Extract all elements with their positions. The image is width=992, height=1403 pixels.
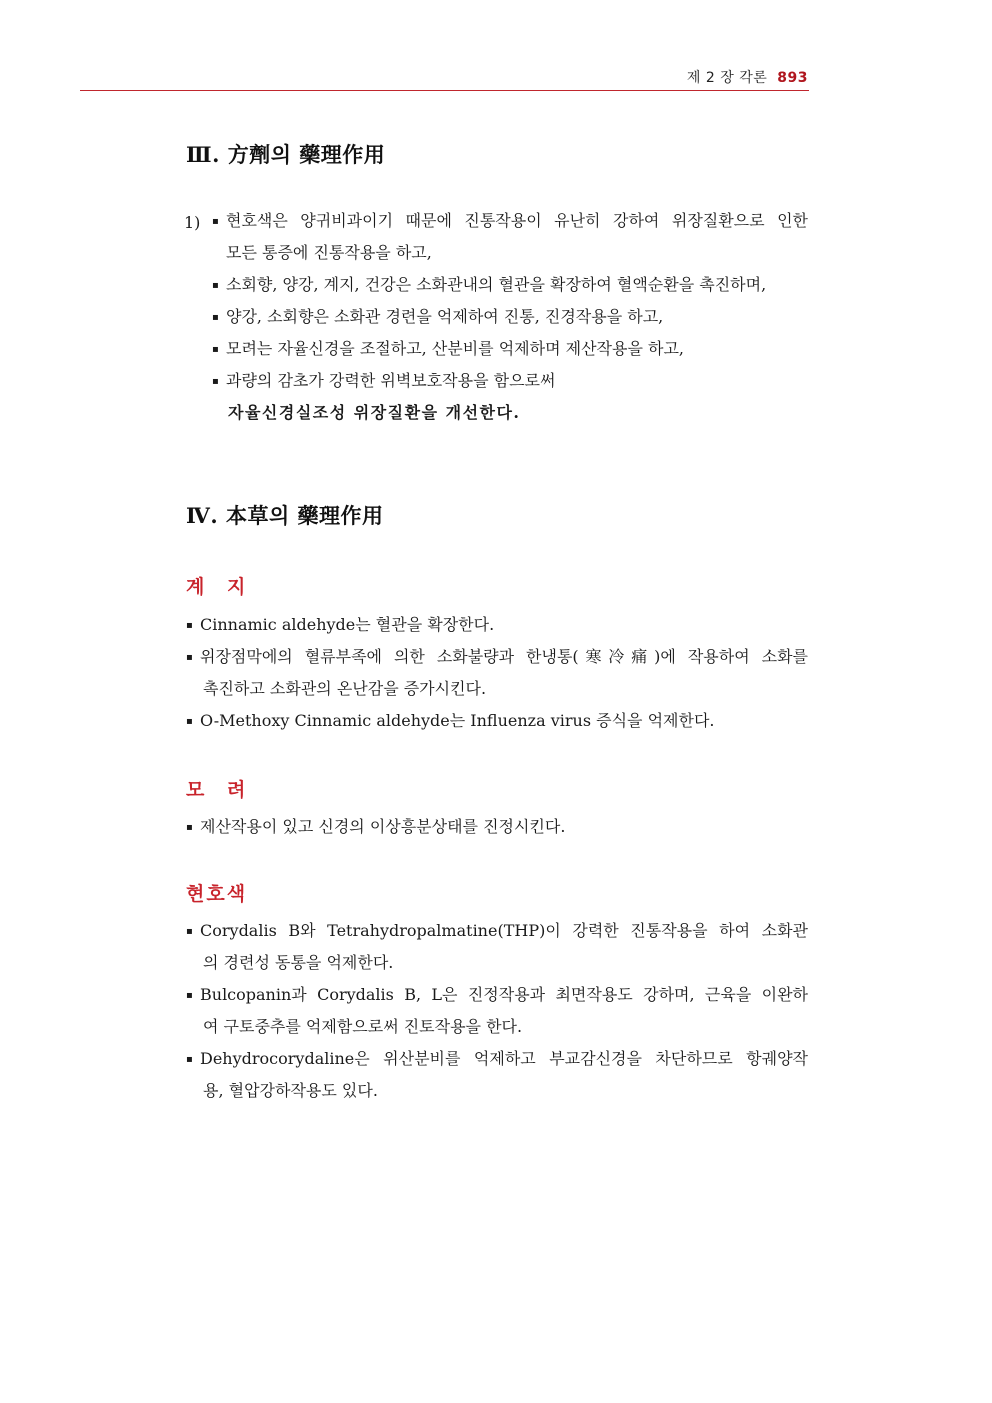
section-4-title: Ⅳ. 本草의 藥理作用 <box>186 503 384 528</box>
gyeji-line-4: ▪ O-Methoxy Cinnamic aldehyde는 Influenza virus 증식을 억제한다. <box>186 710 714 733</box>
s3-line-7: 자율신경실조성 위장질환을 개선한다. <box>228 403 521 422</box>
bullet-icon: ▪ <box>186 925 193 937</box>
bullet-icon: ▪ <box>186 989 193 1001</box>
bullet-icon: ▪ <box>186 715 193 727</box>
running-header <box>687 67 808 87</box>
bullet-icon: ▪ <box>186 1053 193 1065</box>
moryeo-line-1: ▪ 제산작용이 있고 신경의 이상흥분상태를 진정시킨다. <box>186 816 565 839</box>
gyeji-line-3: 촉진하고 소화관의 온난감을 증가시킨다. <box>203 679 487 698</box>
header-rule <box>80 90 809 91</box>
hyeonhosaek-line-3: ▪ Bulcopanin과 Corydalis B, L은 진정작용과 최면작용도 강하며, 근육을 이완하 <box>186 984 808 1007</box>
gyeji-line-2: ▪ 위장점막에의 혈류부족에 의한 소화불량과 한냉통(寒冷痛)에 작용하여 소화를 <box>186 646 808 669</box>
bullet-icon: ▪ <box>186 651 193 663</box>
hyeonhosaek-line-4: 여 구토중추를 억제함으로써 진토작용을 한다. <box>203 1017 523 1036</box>
bullet-icon: ▪ <box>212 215 219 227</box>
page-number: 893 <box>777 70 808 86</box>
hyeonhosaek-line-1: ▪ Corydalis B와 Tetrahydropalmatine(THP)이 강력한 진통작용을 하여 소화관 <box>186 920 808 943</box>
s3-line-1: ▪ 현호색은 양귀비과이기 때문에 진통작용이 유난히 강하여 위장질환으로 인한 <box>212 210 808 233</box>
bullet-icon: ▪ <box>212 343 219 355</box>
gyeji-line-1: ▪ Cinnamic aldehyde는 혈관을 확장한다. <box>186 614 494 637</box>
herb-title-moryeo: 모 려 <box>186 779 254 801</box>
chapter-label: 제 2 장 각론 <box>686 70 768 86</box>
hyeonhosaek-line-2: 의 경련성 동통을 억제한다. <box>203 953 394 972</box>
section-3-title: Ⅲ. 方劑의 藥理作用 <box>186 142 386 167</box>
bullet-icon: ▪ <box>212 375 219 387</box>
herb-title-hyeonhosaek: 현호색 <box>186 883 248 905</box>
s3-line-5: ▪ 모려는 자율신경을 조절하고, 산분비를 억제하며 제산작용을 하고, <box>212 338 684 361</box>
bullet-icon: ▪ <box>186 619 193 631</box>
s3-line-4: ▪ 양강, 소회향은 소화관 경련을 억제하여 진통, 진경작용을 하고, <box>212 306 663 329</box>
hyeonhosaek-line-5: ▪ Dehydrocorydaline은 위산분비를 억제하고 부교감신경을 차단하므로 항궤양작 <box>186 1048 808 1071</box>
item-label: 1) <box>184 213 201 232</box>
s3-line-2: 모든 통증에 진통작용을 하고, <box>226 243 432 262</box>
bullet-icon: ▪ <box>212 311 219 323</box>
s3-line-6: ▪ 과량의 감초가 강력한 위벽보호작용을 함으로써 <box>212 370 555 393</box>
bullet-icon: ▪ <box>186 821 193 833</box>
hyeonhosaek-line-6: 용, 혈압강하작용도 있다. <box>203 1081 378 1100</box>
s3-line-3: ▪ 소회향, 양강, 계지, 건강은 소화관내의 혈관을 확장하여 혈액순환을 촉진하며, <box>212 274 766 297</box>
herb-title-gyeji: 계 지 <box>186 576 254 598</box>
bullet-icon: ▪ <box>212 279 219 291</box>
